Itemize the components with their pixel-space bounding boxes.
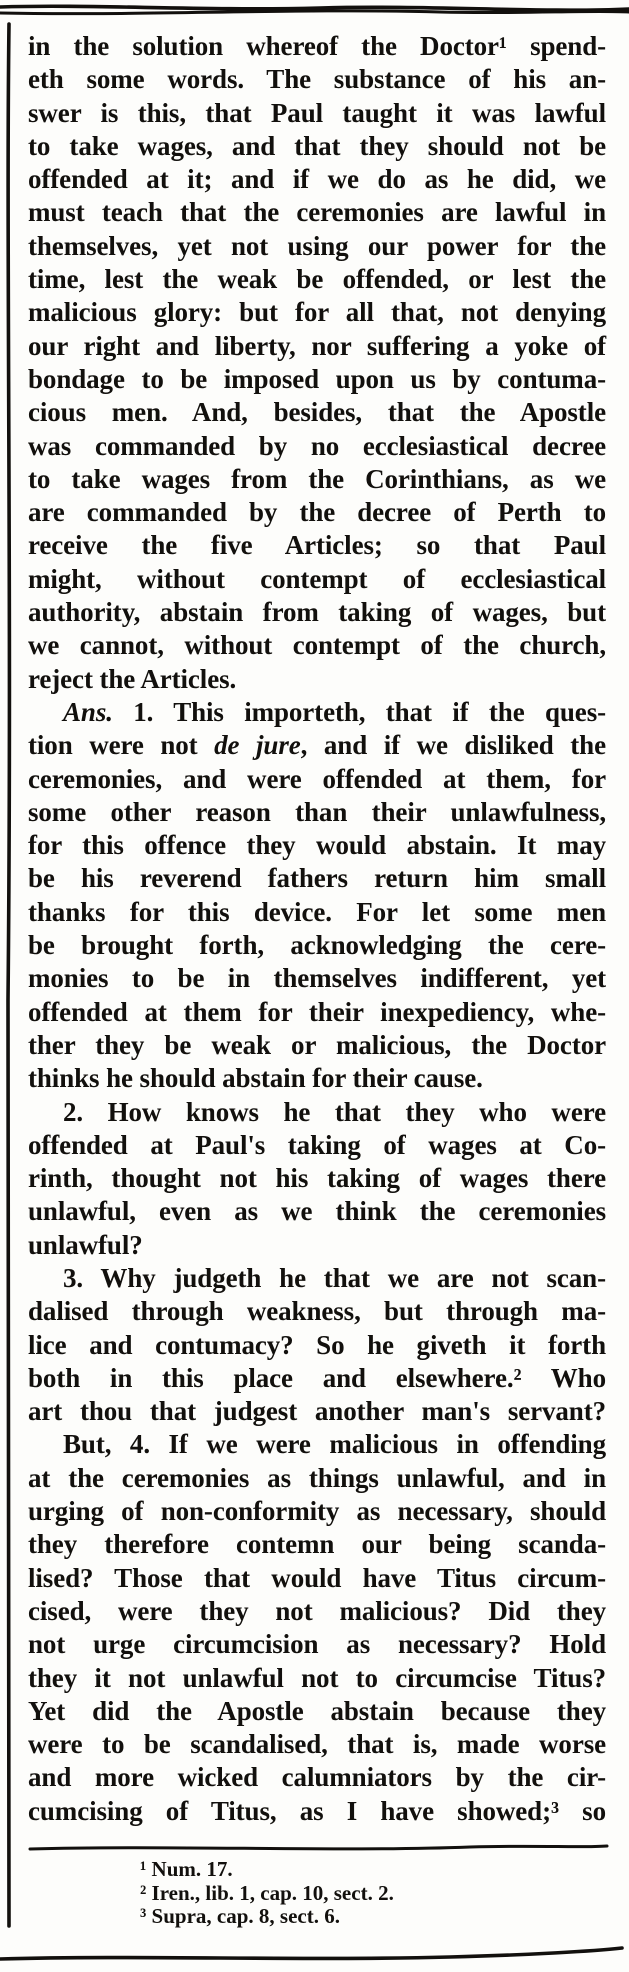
text-line: Ans. 1. This importeth, that if the ques- [63,696,606,727]
text-line: some other reason than their unlawfulness, [28,796,606,827]
text-line: But, 4. If we were malicious in offending [63,1429,606,1460]
text-line: for this offence they would abstain. It may [28,830,606,861]
text-line: monies to be in themselves indifferent, yet [28,963,606,994]
text-line: urging of non-conformity as necessary, should [28,1496,606,1527]
text-line: and more wicked calumniators by the cir- [28,1762,606,1793]
footnote-separator-rule [30,1846,607,1849]
text-line: lice and contumacy? So he giveth it forth [28,1329,606,1360]
text-line: offended at them for their inexpediency, whe- [28,996,606,1027]
text-line: swer is this, that Paul taught it was lawful [28,97,606,128]
text-line: reject the Articles. [28,663,237,694]
text-line: dalised through weakness, but through ma- [28,1296,606,1327]
text-line: ceremonies, and were offended at them, for [28,763,606,794]
text-line: in the solution whereof the Doctor¹ spend- [28,31,606,61]
text-line: themselves, yet not using our power for the [28,230,606,261]
text-line: lised? Those that would have Titus circum- [28,1562,606,1593]
text-line: to take wages from the Corinthians, as we [28,463,606,494]
text-line: might, without contempt of ecclesiastical [28,563,606,594]
footnote-line: ¹ Num. 17. [140,1857,233,1881]
bottom-rule [0,1948,622,1959]
text-line: cious men. And, besides, that the Apostle [28,397,606,428]
text-line: not urge circumcision as necessary? Hold [28,1629,606,1660]
text-line: was commanded by no ecclesiastical decree [28,430,606,461]
text-line: were to be scandalised, that is, made worse [28,1729,606,1760]
text-line: rinth, thought not his taking of wages there [28,1163,606,1194]
text-line: are commanded by the decree of Perth to [28,497,606,528]
text-line: to take wages, and that they should not be [28,130,606,161]
text-line: time, lest the weak be offended, or lest the [28,264,606,295]
text-line: art thou that judgest another man's servant? [28,1396,606,1427]
text-line: both in this place and elsewhere.² Who [28,1362,606,1393]
top-rule [0,6,629,10]
text-line: cumcising of Titus, as I have showed;³ so [28,1795,606,1826]
text-line: receive the five Articles; so that Paul [28,530,606,561]
text-line: unlawful, even as we think the ceremonies [28,1196,606,1227]
text-line: offended at Paul's taking of wages at Co- [28,1129,606,1160]
text-line: ther they be weak or malicious, the Doctor [28,1029,606,1060]
text-line: malicious glory: but for all that, not denying [28,297,606,328]
footnote-line: ³ Supra, cap. 8, sect. 6. [140,1904,340,1929]
text-line: they therefore contemn our being scanda- [28,1529,606,1560]
text-line: authority, abstain from taking of wages, but [28,597,606,628]
text-line: offended at it; and if we do as he did, we [28,164,606,195]
text-column [28,30,606,1828]
text-line: thanks for this device. For let some men [28,896,606,927]
text-line: unlawful? [28,1229,143,1260]
text-line: 2. How knows he that they who were [63,1096,606,1127]
text-line: cised, were they not malicious? Did they [28,1595,606,1626]
text-line: eth some words. The substance of his an- [28,64,606,95]
footnotes [140,1858,610,1929]
top-rule-secondary [0,11,629,14]
text-line: bondage to be imposed upon us by contuma- [28,363,606,394]
text-line: must teach that the ceremonies are lawful in [28,197,606,228]
text-line: be his reverend fathers return him small [28,863,606,894]
footnote-line: ² Iren., lib. 1, cap. 10, sect. 2. [140,1880,394,1905]
text-line: Yet did the Apostle abstain because they [28,1695,606,1726]
text-line: tion were not de jure, and if we disliked the [28,730,606,761]
text-line: at the ceremonies as things unlawful, and in [28,1462,606,1493]
text-line: thinks he should abstain for their cause. [28,1063,483,1094]
text-line: be brought forth, acknowledging the cere- [28,930,606,961]
text-line: they it not unlawful not to circumcise Titus? [28,1662,606,1693]
text-line: we cannot, without contempt of the church, [28,630,606,661]
left-margin-rule [8,24,10,1926]
text-line: our right and liberty, nor suffering a yoke of [28,330,606,361]
text-line: 3. Why judgeth he that we are not scan- [63,1262,606,1293]
